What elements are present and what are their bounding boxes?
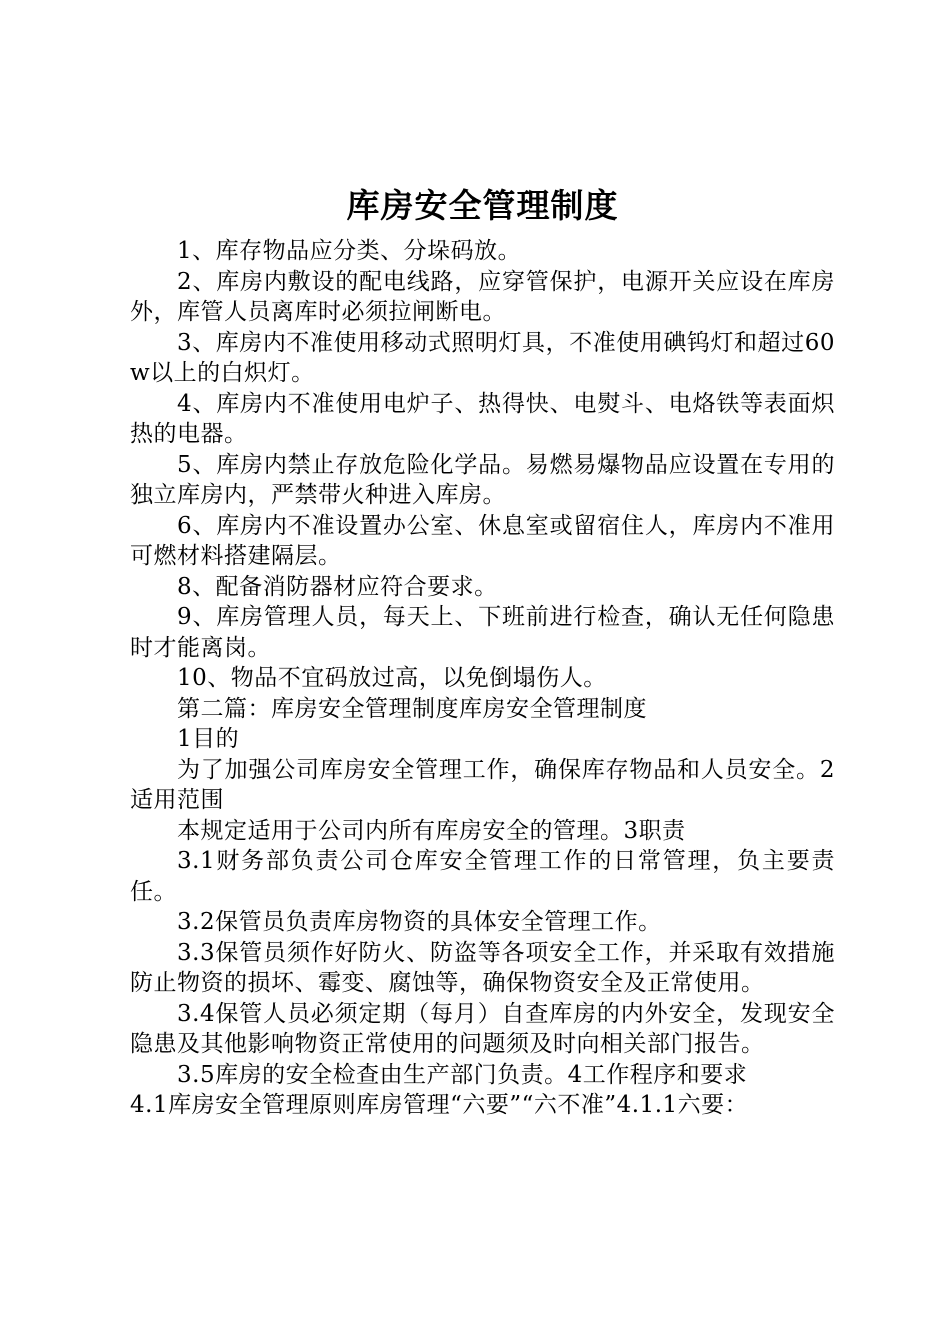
- paragraph-rule-4: 4、库房内不准使用电炉子、热得快、电熨斗、电烙铁等表面炽热的电器。: [130, 390, 835, 447]
- paragraph-duty-3-2: 3.2保管员负责库房物资的具体安全管理工作。: [177, 909, 662, 935]
- paragraph-duty-3-3: 3.3保管员须作好防火、防盗等各项安全工作，并采取有效措施防止物资的损坏、霉变、腐蚀等，确保物资安全及正常使用。: [130, 939, 835, 996]
- paragraph-rule-1: 1、库存物品应分类、分垛码放。: [177, 238, 522, 264]
- paragraph-rule-2: 2、库房内敷设的配电线路，应穿管保护，电源开关应设在库房外，库管人员离库时必须拉闸断电。: [130, 268, 835, 325]
- document-title: 库房安全管理制度: [346, 186, 619, 225]
- paragraph-rule-8: 8、配备消防器材应符合要求。: [177, 573, 498, 600]
- paragraph-rule-3: 3、库房内不准使用移动式照明灯具，不准使用碘钨灯和超过60w以上的白炽灯。: [130, 329, 835, 386]
- paragraph-rule-6: 6、库房内不准设置办公室、休息室或留宿住人，库房内不准用可燃材料搭建隔层。: [130, 512, 835, 569]
- paragraph-scope: 本规定适用于公司内所有库房安全的管理。3职责: [177, 817, 686, 844]
- paragraph-rule-5: 5、库房内禁止存放危险化学品。易燃易爆物品应设置在专用的独立库房内，严禁带火种进入库房。: [130, 451, 835, 508]
- paragraph-rule-10: 10、物品不宜码放过高，以免倒塌伤人。: [177, 665, 607, 691]
- paragraph-purpose: 为了加强公司库房安全管理工作，确保库存物品和人员安全。2适用范围: [130, 756, 835, 813]
- paragraph-duty-3-5: 3.5库房的安全检查由生产部门负责。4工作程序和要求: [177, 1061, 748, 1088]
- paragraph-duty-3-4: 3.4保管人员必须定期（每月）自查库房的内外安全，发现安全隐患及其他影响物资正常使用的问题须及时向相关部门报告。: [130, 1000, 835, 1057]
- paragraph-purpose-heading: 1目的: [177, 726, 240, 752]
- paragraph-rule-9: 9、库房管理人员，每天上、下班前进行检查，确认无任何隐患时才能离岗。: [130, 604, 835, 661]
- paragraph-duty-3-1: 3.1财务部负责公司仓库安全管理工作的日常管理，负主要责任。: [130, 848, 835, 905]
- document-page: [130, 180, 835, 1121]
- paragraph-principles-4-1: 4.1库房安全管理原则库房管理“六要”“六不准”4.1.1六要：: [130, 1092, 749, 1118]
- section-heading-part-two: 第二篇：库房安全管理制度库房安全管理制度: [177, 695, 647, 722]
